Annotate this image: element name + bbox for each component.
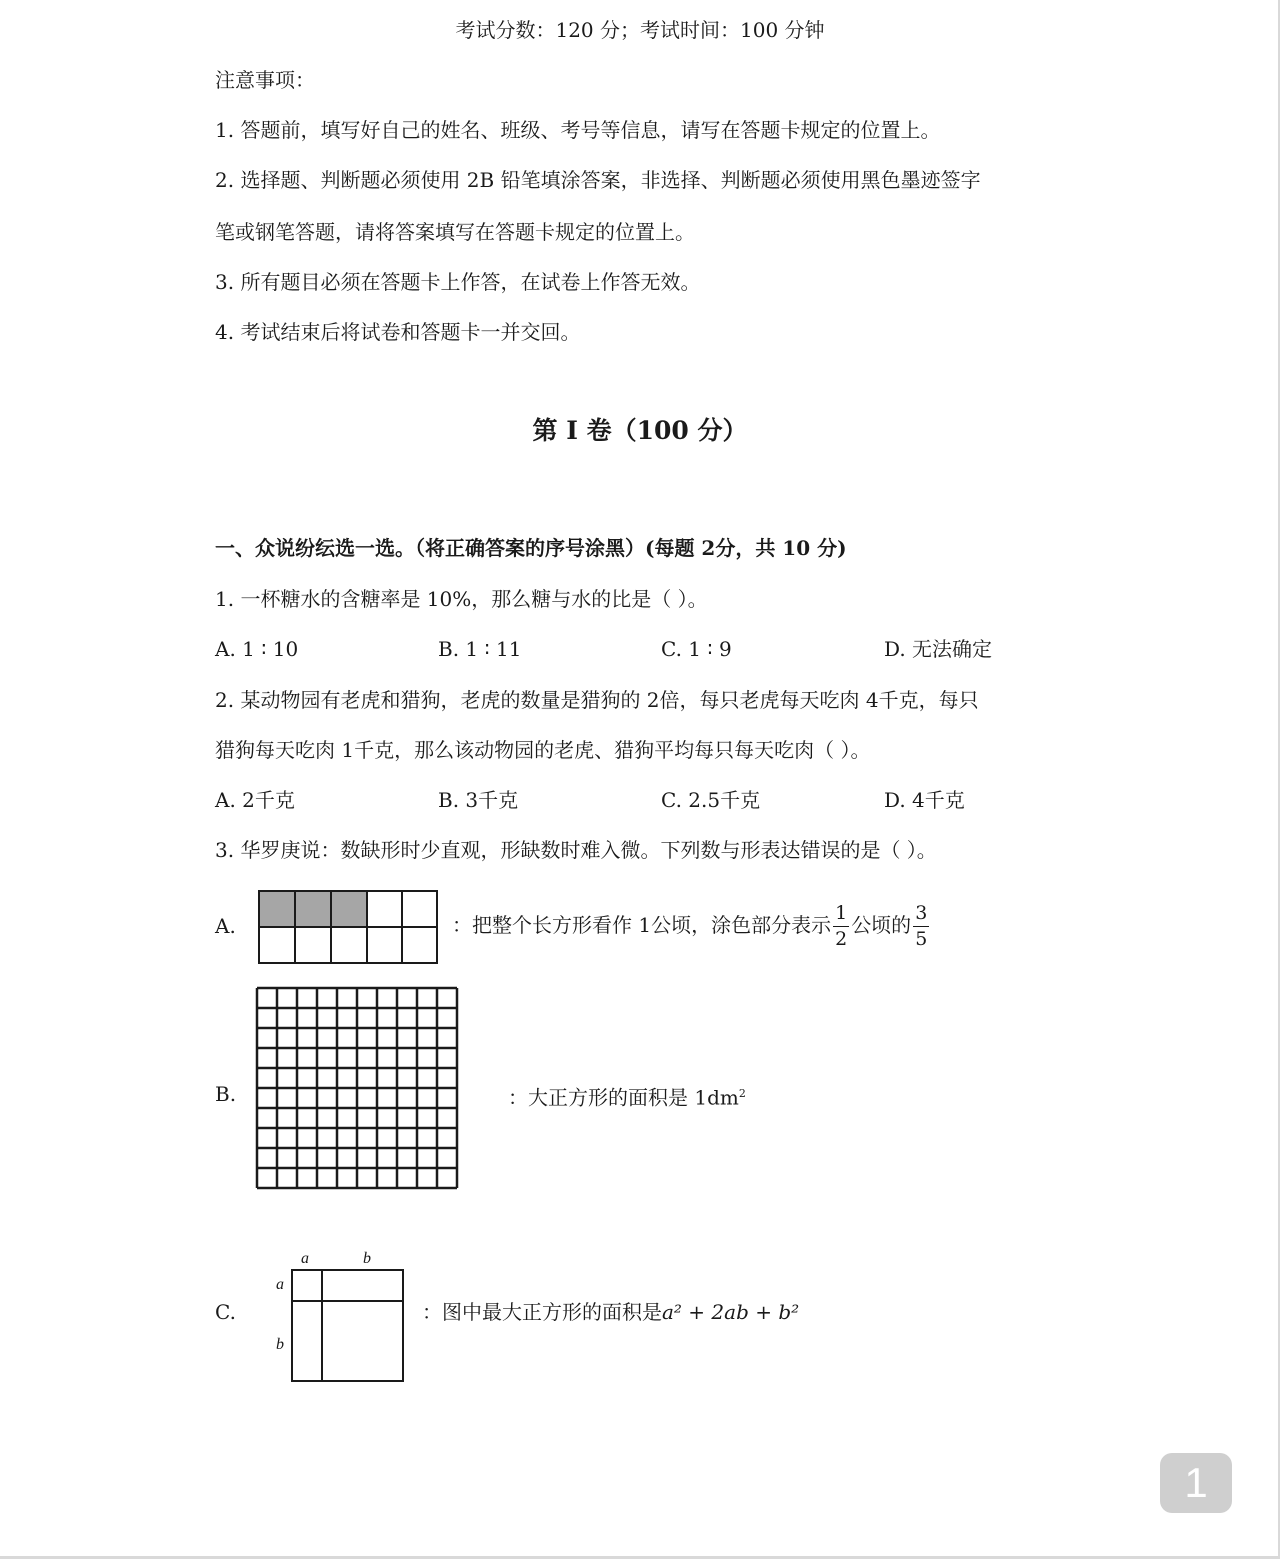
notice-item-1: 1. 答题前，填写好自己的姓名、班级、考号等信息，请写在答题卡规定的位置上。	[215, 118, 941, 142]
q1-stem: 1. 一杯糖水的含糖率是 10%，那么糖与水的比是（ ）。	[215, 587, 708, 611]
q2-stem-line2: 猎狗每天吃肉 1千克，那么该动物园的老虎、猎狗平均每只每天吃肉（ ）。	[215, 738, 871, 762]
q2-option-c: C. 2.5千克	[661, 788, 761, 812]
notice-title: 注意事项：	[215, 68, 315, 92]
notice-item-4: 4. 考试结束后将试卷和答题卡一并交回。	[215, 320, 581, 344]
notice-item-2-cont: 笔或钢笔答题，请将答案填写在答题卡规定的位置上。	[215, 220, 695, 244]
q3-option-c-label: C.	[215, 1300, 236, 1324]
formula: a² + 2ab + b²	[662, 1300, 800, 1324]
notice-item-3: 3. 所有题目必须在答题卡上作答，在试卷上作答无效。	[215, 270, 701, 294]
exam-info: 考试分数：120 分；考试时间：100 分钟	[455, 18, 825, 42]
q2-option-a: A. 2千克	[215, 788, 295, 812]
notice-item-2: 2. 选择题、判断题必须使用 2B 铅笔填涂答案，非选择、判断题必须使用黑色墨迹签字	[215, 168, 981, 192]
q3-option-a-text: ：把整个长方形看作 1公顷，涂色部分表示 $\frac{1}{2}$ 公顷的 $\frac{3}{5}$	[452, 902, 928, 950]
q3-stem: 3. 华罗庚说：数缺形时少直观，形缺数时难入微。下列数与形表达错误的是（ ）。	[215, 838, 937, 862]
q2-stem-line1: 2. 某动物园有老虎和猎狗，老虎的数量是猎狗的 2倍，每只老虎每天吃肉 4千克，每只	[215, 688, 979, 712]
section-title: 第 I 卷（100 分）	[532, 416, 748, 445]
q1-option-d: D. 无法确定	[884, 637, 993, 661]
q3-option-b-text: ：大正方形的面积是 $1dm^2$	[508, 1085, 746, 1110]
label-a-left: a	[276, 1276, 284, 1293]
fraction-one-half: $\frac{1}{2}$	[835, 902, 848, 950]
square-decomposition-figure	[270, 1245, 410, 1387]
q3-option-b-label: B.	[215, 1082, 237, 1106]
q1-option-b: B. 1 ∶ 11	[438, 637, 522, 661]
q1-option-a: A. 1 ∶ 10	[215, 637, 299, 661]
q3-option-a-label: A.	[215, 914, 236, 938]
q1-option-c: C. 1 ∶ 9	[661, 637, 732, 661]
label-b-left: b	[276, 1336, 284, 1353]
q3-option-c-text: ：图中最大正方形的面积是a² + 2ab + b²	[422, 1300, 800, 1324]
q2-option-d: D. 4千克	[884, 788, 965, 812]
fraction-three-fifths: $\frac{3}{5}$	[915, 902, 928, 950]
hundred-grid-figure	[254, 985, 460, 1201]
label-a-top: a	[301, 1250, 309, 1267]
page-number-badge[interactable]: 1	[1160, 1453, 1232, 1513]
shaded-rectangle-figure	[257, 889, 439, 965]
part1-title: 一、众说纷纭选一选。（将正确答案的序号涂黑）(每题 2分，共 10 分)	[215, 536, 847, 560]
q2-option-b: B. 3千克	[438, 788, 519, 812]
label-b-top: b	[363, 1250, 371, 1267]
